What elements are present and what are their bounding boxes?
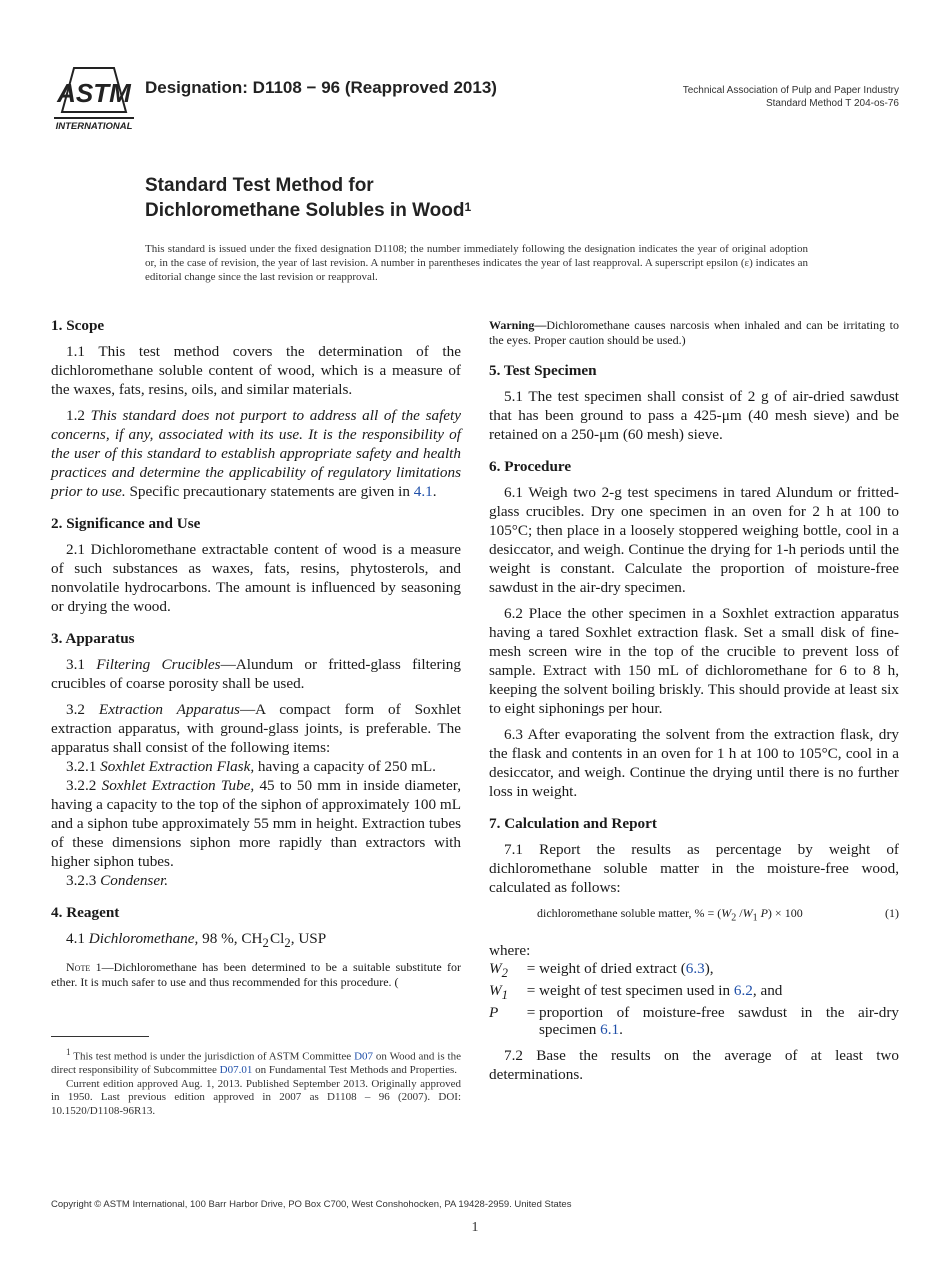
para-3-2-1: 3.2.1 Soxhlet Extraction Flask, having a capacity of 250 mL. [66,758,436,775]
section-2-heading: 2. Significance and Use [51,515,201,532]
para-2-1: 2.1 Dichloromethane extractable content of wood is a measure of such substances as waxes, fats, resins, phytosterols, and nonvolatile hydrocarbons. The amount is influenced by seasoning or drying the wood. [51,541,461,615]
title-line-1: Standard Test Method for [145,175,374,196]
page-number: 1 [471,1220,479,1235]
ref-6-2[interactable]: 6.2 [733,982,753,1000]
where-row-w1: $W_1$ = weight of test specimen used in 6.2, and [489,982,783,1003]
logo-caption: INTERNATIONAL [55,121,133,132]
tappi-reference [683,84,899,110]
note-1: Note 1—Dichloromethane has been determined to be a suitable substitute for ether. It is much safer to use and thus recommended for this procedure. ( [51,960,462,990]
section-4-heading: 4. Reagent [51,904,120,921]
section-6-heading: 6. Procedure [489,458,572,475]
footnote-2: Current edition approved Aug. 1, 2013. Published September 2013. Originally approved in 1950. Last previous edition approved in 2007 as D1108 – 96 (2007). DOI: 10.1520/D1108-96R13. [51,1077,461,1117]
para-1-2: 1.2 This standard does not purport to address all of the safety concerns, if any, associated with its use. It is the responsibility of the user of this standard to establish appropriate safety and health practices and determine the applicability of regulatory limitations prior to use. Specific precautionary statements are given in 4.1. [51,407,462,500]
para-7-2: 7.2 Base the results on the average of at least two determinations. [489,1047,899,1084]
where-row-w2: $W_2$ = weight of dried extract (6.3), [489,960,714,981]
para-1-1: 1.1 This test method covers the determination of the dichloromethane soluble content of wood, which is a measure of the waxes, fats, resins, oils, and similar materials. [51,343,461,398]
para-3-2: 3.2 Extraction Apparatus—A compact form of Soxhlet extraction apparatus, with ground-glass joints, is preferable. The apparatus shall consist of the following items: [51,701,462,756]
where-row-p: P = proportion of moisture-free sawdust in the air-dry specimen 6.1. [489,1004,899,1039]
ref-d07-01[interactable]: D07.01 [219,1064,253,1077]
where-label: where: [489,942,531,960]
para-3-2-3: 3.2.3 Condenser. [66,872,169,889]
tappi-line-2: Standard Method T 204-os-76 [765,98,899,109]
ref-6-3[interactable]: 6.3 [685,960,705,978]
svg-text:ASTM: ASTM [57,78,131,108]
issuance-statement: This standard is issued under the fixed designation D1108; the number immediately following the designation indicates the year of original adoption or, in the case of revision, the year of last revision. A number in parentheses indicates the year of last reapproval. A superscript epsilon (ε) indicates an editorial change since the last revision or reapproval. [145,243,808,283]
para-6-3: 6.3 After evaporating the solvent from the extraction flask, dry the flask and contents in an oven for 1 h at 100 to 105°C, cool in a desiccator, and weigh. Continue the drying until there is no further loss in weight. [489,726,899,800]
tappi-line-1: Technical Association of Pulp and Paper Industry [682,85,899,96]
left-column [51,316,461,990]
footnote-1: $^1$ This test method is under the jurisdiction of ASTM Committee D07 on Wood and is the direct responsibility of Subcommittee D07.01 on Fundamental Test Methods and Properties. [51,1047,461,1077]
ref-6-1[interactable]: 6.1 [600,1021,620,1039]
designation: Designation: D1108 − 96 (Reapproved 2013) [145,78,497,97]
right-column [489,318,899,1091]
title-footnote-marker: 1 [464,200,472,214]
section-1-heading: 1. Scope [51,317,105,334]
section-7-heading: 7. Calculation and Report [489,815,657,832]
footnotes [51,1046,461,1118]
section-3-heading: 3. Apparatus [51,630,135,647]
note-1-continued: Warning—Dichloromethane causes narcosis when inhaled and can be irritating to the eyes. Proper caution should be used.) [489,318,899,347]
para-3-1: 3.1 Filtering Crucibles—Alundum or fritted-glass filtering crucibles of coarse porosity shall be used. [51,656,461,692]
copyright: Copyright © ASTM International, 100 Barr Harbor Drive, PO Box C700, West Conshohocken, PA 19428-2959. United States [51,1199,572,1210]
footnote-rule [51,1036,149,1037]
equation-1: dichloromethane soluble matter, % = ($W_2$ $/W_1$ P) × 100 (1) [489,904,899,927]
ref-d07[interactable]: D07 [354,1050,374,1063]
para-5-1: 5.1 The test specimen shall consist of 2 g of air-dried sawdust that has been ground to pass a 425-μm (40 mesh sieve) and be retained on a 250-μm (60 mesh) sieve. [489,388,899,443]
astm-logo [52,62,136,136]
ref-4-1[interactable]: 4.1 [413,483,433,500]
para-4-1: 4.1 Dichloromethane, 98 %, $CH_2$ $Cl_2$, USP [66,930,327,951]
equation-number: (1) [885,906,899,920]
para-6-1: 6.1 Weigh two 2-g test specimens in tared Alundum or fritted-glass crucibles. Dry one specimen in an oven for 2 h at 100 to 105°C; then place in a loosely stoppered weighing bottle, cool in a desiccator, and weigh. Continue the drying for 1-h periods until the weight is constant. Calculate the proportion of moisture-free sawdust in the air-dry specimen. [489,484,899,596]
para-3-2-2: 3.2.2 Soxhlet Extraction Tube, 45 to 50 mm in inside diameter, having a capacity to the top of the siphon of approximately 100 mL and a siphon tube approximately 55 mm in height. Extraction tubes of these dimensions siphon more rapidly than extractors with higher siphon tubes. [51,777,461,870]
title-line-2: Dichloromethane Solubles in Wood [145,200,465,221]
para-6-2: 6.2 Place the other specimen in a Soxhlet extraction apparatus having a tared Soxhlet extraction flask. Set a small disk of fine-mesh screen wire in the top of the crucible to prevent loss of sample. Extract with 150 mL of dichloromethane for 6 to 8 h, keeping the solvent boiling briskly. This should provide at least six to eight siphonings per hour. [489,605,899,717]
para-7-1: 7.1 Report the results as percentage by weight of dichloromethane soluble matter in the moisture-free wood, calculated as follows: [489,841,899,896]
document-title [145,173,471,223]
section-5-heading: 5. Test Specimen [489,362,597,379]
